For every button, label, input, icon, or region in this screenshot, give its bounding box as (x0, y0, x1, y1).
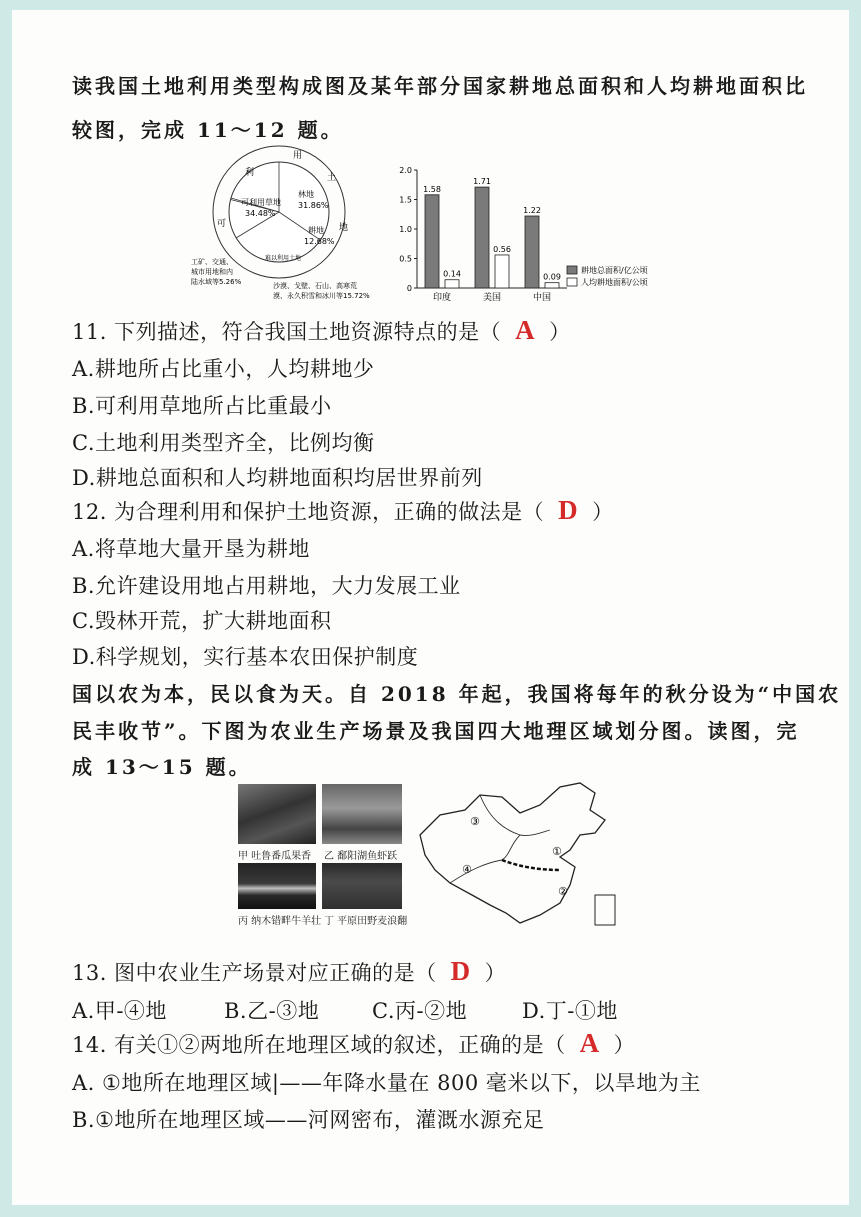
q12-stem-close: ） (592, 500, 614, 524)
y-tick-label: 2.0 (399, 166, 412, 175)
photo-bing-pasture (238, 863, 316, 909)
intro2-line-3: 成 13～15 题。 (72, 755, 252, 779)
q14-stem (72, 1028, 635, 1059)
exam-page (12, 10, 849, 1205)
y-tick-label: 0.5 (399, 254, 412, 264)
pie-note-left-2: 城市用地和内 (191, 268, 233, 276)
q11-option-b: B.可利用草地所占比重最小 (72, 394, 332, 418)
legend-swatch (567, 278, 577, 286)
q14-answer: A (579, 1028, 600, 1058)
bar-美国-0 (475, 187, 489, 288)
map-marker-1: ① (552, 845, 562, 858)
pie-pct-farm: 12.68% (304, 237, 335, 246)
photo-caption-yi: 乙 鄱阳湖鱼虾跃 (324, 851, 398, 862)
q11-option-c: C.土地利用类型齐全，比例均衡 (72, 431, 375, 455)
legend-label: 耕地总面积/亿公顷 (581, 266, 648, 275)
bar-value-label: 1.58 (423, 184, 441, 194)
photo-jia-melon (238, 784, 316, 844)
x-category-label: 美国 (482, 293, 502, 303)
q13-option-d: D.丁-①地 (522, 999, 618, 1023)
q12-stem (72, 495, 614, 526)
bar-value-label: 1.71 (473, 177, 491, 187)
legend-label: 人均耕地面积/公顷 (581, 278, 648, 287)
bar-value-label: 0.56 (493, 244, 511, 254)
pie-note-right-2: 漠、永久积雪和冰川等15.72% (273, 292, 370, 300)
q12-stem-text: 12. 为合理利用和保护土地资源，正确的做法是（ (72, 500, 545, 524)
q12-option-b: B.允许建设用地占用耕地，大力发展工业 (72, 574, 461, 598)
china-regions-map (410, 775, 635, 935)
q13-stem (72, 956, 506, 987)
arable-land-bar-chart (387, 150, 687, 310)
pie-label-grass: 可利用草地 (241, 198, 281, 207)
photo-caption-bing: 丙 纳木错畔牛羊壮 (238, 916, 322, 927)
q11-option-d: D.耕地总面积和人均耕地面积均居世界前列 (72, 466, 483, 490)
q13-option-b: B.乙-③地 (224, 999, 320, 1023)
pie-label-farm: 耕地 (308, 226, 324, 235)
pie-pct-grass: 34.48% (245, 209, 276, 218)
q11-stem-text: 11. 下列描述，符合我国土地资源特点的是（ (72, 320, 502, 344)
bar-印度-1 (445, 280, 459, 288)
y-tick-label: 1.0 (399, 225, 412, 234)
legend-swatch (567, 266, 577, 274)
map-south-sea-inset (595, 895, 615, 925)
photo-caption-ding: 丁 平原田野麦浪翻 (324, 916, 408, 927)
land-use-pie-figure (187, 140, 387, 310)
bar-印度-0 (425, 195, 439, 288)
ring-char-1: 利 (245, 168, 255, 178)
intro-line-2: 较图，完成 11～12 题。 (72, 118, 344, 142)
q11-answer: A (515, 315, 536, 345)
q14-stem-close: ） (613, 1033, 636, 1057)
q11-stem (72, 315, 571, 346)
q12-option-c: C.毁林开荒，扩大耕地面积 (72, 609, 332, 633)
pie-pct-forest: 31.86% (298, 201, 329, 210)
q13-stem-close: ） (484, 961, 507, 985)
q11-stem-close: ） (549, 320, 571, 344)
pie-note-right-1: 沙漠、戈壁、石山、高寒荒 (273, 282, 357, 290)
y-tick-label: 0 (406, 284, 412, 293)
intro2-line-1: 国以农为本，民以食为天。自 2018 年起，我国将每年的秋分设为“中国农 (72, 682, 842, 706)
bar-美国-1 (495, 255, 509, 288)
intro-line-1: 读我国土地利用类型构成图及某年部分国家耕地总面积和人均耕地面积比 (72, 74, 808, 98)
map-boundary-west (450, 835, 520, 883)
x-category-label: 中国 (532, 293, 552, 303)
map-marker-2: ② (558, 885, 568, 898)
pie-label-forest: 林地 (298, 190, 314, 199)
x-category-label: 印度 (432, 293, 452, 303)
photo-yi-lake (322, 784, 402, 844)
map-marker-4: ④ (462, 863, 472, 876)
q12-answer: D (558, 495, 579, 525)
q12-option-d: D.科学规划，实行基本农田保护制度 (72, 645, 419, 669)
ring-char-3: 土 (327, 173, 337, 183)
q13-answer: D (450, 956, 471, 986)
map-qinling-line (502, 860, 560, 870)
y-tick-label: 1.5 (399, 195, 412, 205)
q13-stem-text: 13. 图中农业生产场景对应正确的是（ (72, 961, 437, 985)
photo-ding-wheat (322, 863, 402, 909)
q14-option-b: B.①地所在地理区域——河网密布，灌溉水源充足 (72, 1108, 545, 1132)
pie-note-left-1: 工矿、交通、 (191, 258, 233, 266)
map-marker-3: ③ (470, 815, 480, 828)
q11-option-a: A.耕地所占比重小，人均耕地少 (72, 357, 375, 381)
bar-value-label: 0.14 (443, 269, 461, 279)
pie-label-hard: 难以利用土地 (265, 255, 302, 262)
bar-中国-0 (525, 216, 539, 288)
pie-note-left-3: 陆水域等5.26% (191, 278, 242, 286)
ring-char-left: 可 (217, 219, 227, 229)
bar-value-label: 0.09 (543, 272, 561, 282)
q14-option-a: A. ①地所在地理区域|——年降水量在 800 毫米以下，以旱地为主 (72, 1071, 701, 1095)
q14-stem-text: 14. 有关①②两地所在地理区域的叙述，正确的是（ (72, 1033, 566, 1057)
map-boundary-north (480, 795, 550, 836)
intro2-line-2: 民丰收节”。下图为农业生产场景及我国四大地理区域划分图。读图，完 (72, 719, 800, 743)
q13-option-a: A.甲-④地 (72, 999, 167, 1023)
ring-char-4: 地 (339, 223, 349, 233)
q13-option-c: C.丙-②地 (372, 999, 468, 1023)
photo-caption-jia: 甲 吐鲁番瓜果香 (238, 851, 312, 862)
bar-value-label: 1.22 (523, 206, 541, 216)
bar-中国-1 (545, 283, 559, 288)
ring-char-2: 用 (293, 151, 303, 161)
map-outline (420, 783, 605, 923)
q12-option-a: A.将草地大量开垦为耕地 (72, 537, 310, 561)
